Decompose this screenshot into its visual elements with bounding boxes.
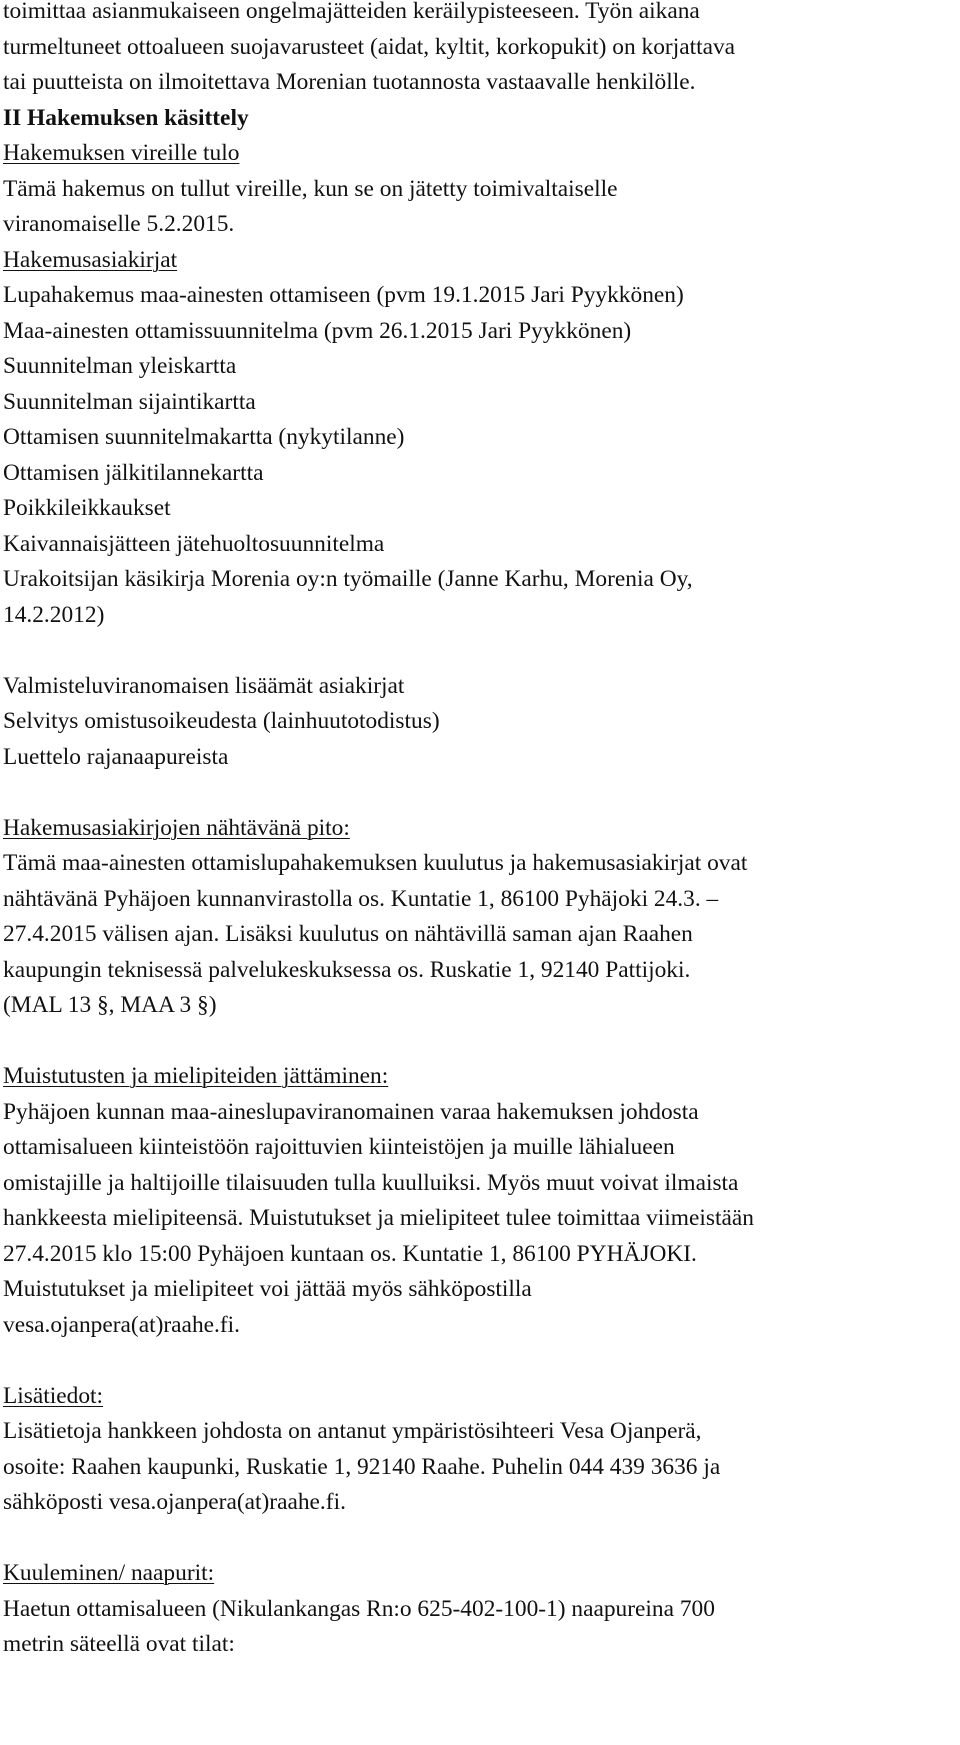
text-line: metrin säteellä ovat tilat:	[3, 1631, 235, 1657]
list-item: Suunnitelman yleiskartta	[3, 353, 237, 379]
intro-paragraph	[3, 0, 958, 101]
blank-line	[3, 1343, 958, 1379]
nahtavana-section	[3, 811, 958, 1024]
hakemusasiakirjat-section	[3, 243, 958, 634]
subsection-heading: Hakemusasiakirjojen nähtävänä pito:	[3, 814, 350, 841]
subsection-heading: Hakemuksen vireille tulo	[3, 140, 240, 166]
muistutukset-section	[3, 1059, 958, 1343]
subsection-heading: Valmisteluviranomaisen lisäämät asiakirjat	[3, 672, 405, 699]
list-item: Luettelo rajanaapureista	[3, 743, 229, 770]
subsection-heading: Muistutusten ja mielipiteiden jättäminen:	[3, 1063, 389, 1089]
kuuleminen-section	[3, 1556, 958, 1663]
subsection-heading: Lisätiedot:	[3, 1382, 104, 1409]
blank-line	[3, 1521, 958, 1557]
list-item: 14.2.2012)	[3, 601, 105, 628]
text-line: 27.4.2015 välisen ajan. Lisäksi kuulutus on nähtävillä saman ajan Raahen	[3, 921, 693, 947]
text-line: hankkeesta mielipiteensä. Muistutukset ja mielipiteet tulee toimittaa viimeistään	[3, 1205, 754, 1231]
text-line: turmeltuneet ottoalueen suojavarusteet (aidat, kyltit, korkopukit) on korjattava	[3, 33, 736, 60]
text-line: toimittaa asianmukaiseen ongelmajätteiden keräilypisteeseen. Työn aikana	[3, 0, 700, 24]
text-line: tai puutteista on ilmoitettava Morenian tuotannosta vastaavalle henkilölle.	[3, 69, 696, 95]
lisatiedot-section	[3, 1379, 958, 1521]
text-line: Muistutukset ja mielipiteet voi jättää myös sähköpostilla	[3, 1276, 532, 1302]
list-item: Selvitys omistusoikeudesta (lainhuutotodistus)	[3, 708, 440, 734]
list-item: Ottamisen jälkitilannekartta	[3, 459, 264, 486]
text-line: ottamisalueen kiinteistöön rajoittuvien kiinteistöjen ja muille lähialueen	[3, 1134, 675, 1160]
list-item: Maa-ainesten ottamissuunnitelma (pvm 26.1.2015 Jari Pyykkönen)	[3, 317, 632, 344]
subsection-heading: Hakemusasiakirjat	[3, 246, 178, 273]
text-line: nähtävänä Pyhäjoen kunnanvirastolla os. Kuntatie 1, 86100 Pyhäjoki 24.3. –	[3, 885, 719, 912]
list-item: Kaivannaisjätteen jätehuoltosuunnitelma	[3, 530, 385, 557]
text-line: omistajille ja haltijoille tilaisuuden tulla kuulluiksi. Myös muut voivat ilmaista	[3, 1169, 739, 1196]
section-heading: II Hakemuksen käsittely	[3, 104, 249, 131]
text-line: Lisätietoja hankkeen johdosta on antanut ympäristösihteeri Vesa Ojanperä,	[3, 1418, 702, 1444]
text-line: sähköposti vesa.ojanpera(at)raahe.fi.	[3, 1489, 346, 1515]
text-line: 27.4.2015 klo 15:00 Pyhäjoen kuntaan os. Kuntatie 1, 86100 PYHÄJOKI.	[3, 1240, 697, 1267]
list-item: Suunnitelman sijaintikartta	[3, 388, 256, 415]
text-line: osoite: Raahen kaupunki, Ruskatie 1, 92140 Raahe. Puhelin 044 439 3636 ja	[3, 1453, 721, 1480]
list-item: Lupahakemus maa-ainesten ottamiseen (pvm 19.1.2015 Jari Pyykkönen)	[3, 282, 684, 308]
text-line: vesa.ojanpera(at)raahe.fi.	[3, 1311, 241, 1338]
list-item: Ottamisen suunnitelmakartta (nykytilanne)	[3, 424, 405, 450]
text-line: (MAL 13 §, MAA 3 §)	[3, 992, 217, 1018]
subsection-heading: Kuuleminen/ naapurit:	[3, 1560, 215, 1586]
document-page	[3, 0, 958, 1663]
text-line: Pyhäjoen kunnan maa-aineslupaviranomainen varaa hakemuksen johdosta	[3, 1098, 699, 1125]
text-line: Haetun ottamisalueen (Nikulankangas Rn:o 625-402-100-1) naapureina 700	[3, 1595, 715, 1622]
text-line: Tämä maa-ainesten ottamislupahakemuksen kuulutus ja hakemusasiakirjat ovat	[3, 850, 748, 876]
text-line: Tämä hakemus on tullut vireille, kun se on jätetty toimivaltaiselle	[3, 175, 618, 202]
blank-line	[3, 633, 958, 669]
text-line: kaupungin teknisessä palvelukeskuksessa os. Ruskatie 1, 92140 Pattijoki.	[3, 956, 691, 983]
valmistelu-section	[3, 669, 958, 776]
blank-line	[3, 775, 958, 811]
text-line: viranomaiselle 5.2.2015.	[3, 211, 235, 237]
list-item: Urakoitsijan käsikirja Morenia oy:n työmaille (Janne Karhu, Morenia Oy,	[3, 566, 693, 592]
list-item: Poikkileikkaukset	[3, 495, 171, 521]
blank-line	[3, 1024, 958, 1060]
vireille-tulo-section	[3, 136, 958, 243]
